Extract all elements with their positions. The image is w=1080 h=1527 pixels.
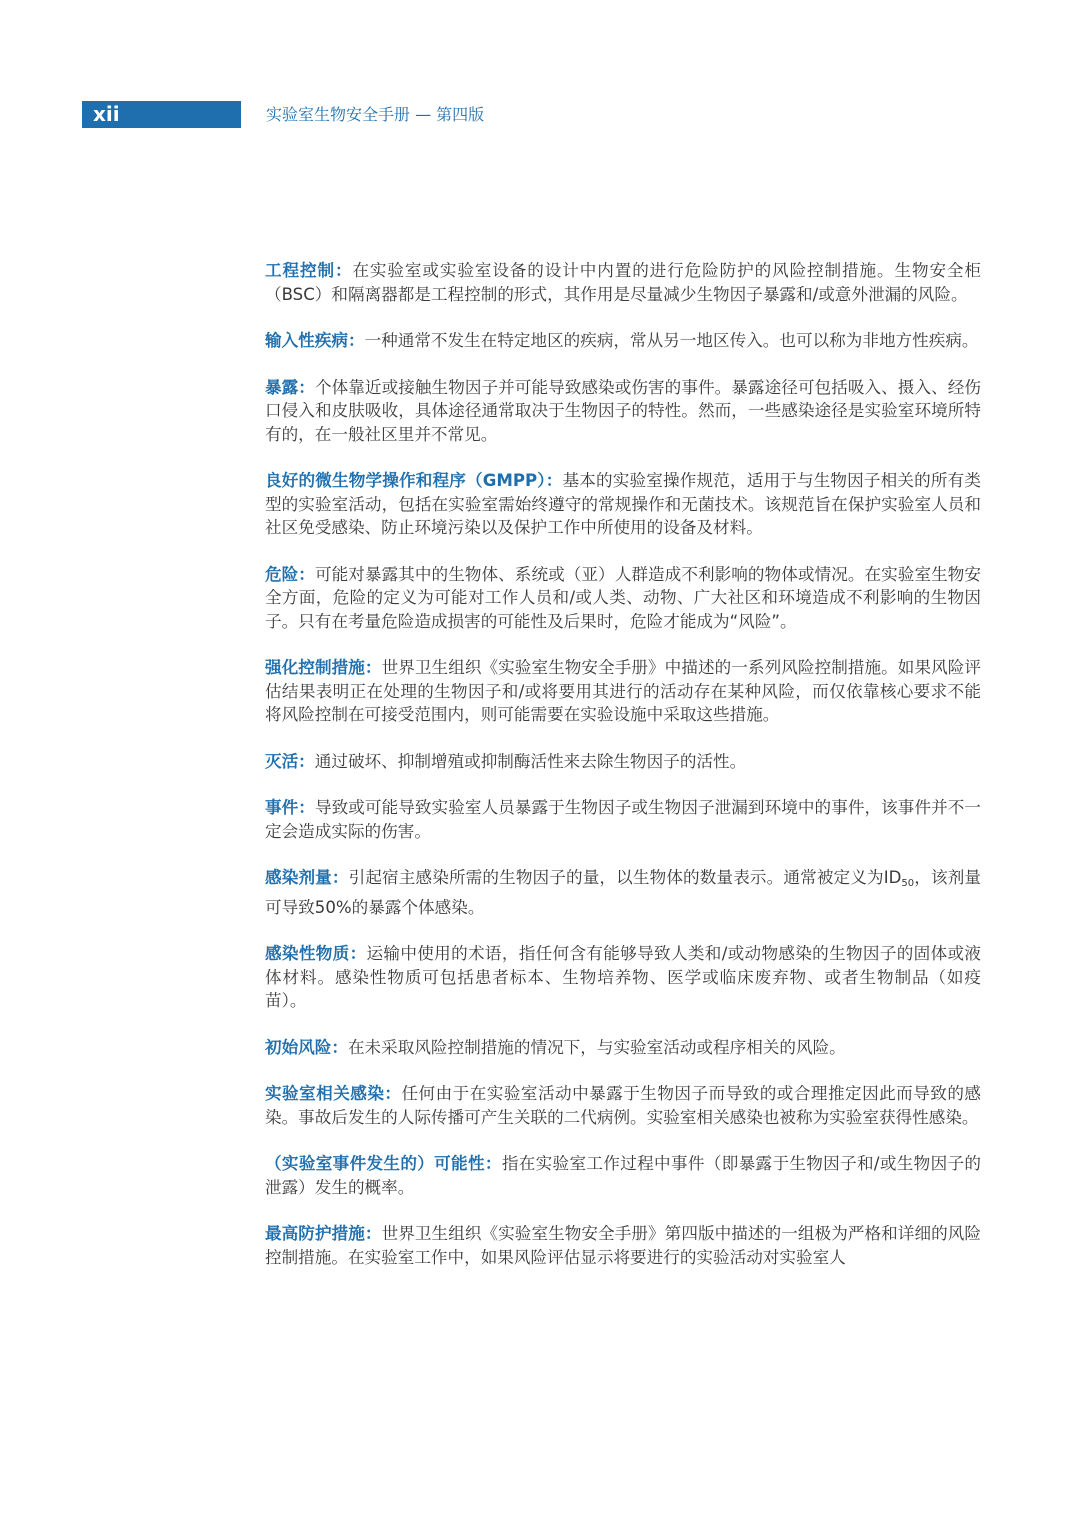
glossary-definition: 通过破坏、抑制增殖或抑制酶活性来去除生物因子的活性。 [314, 751, 747, 771]
running-title: 实验室生物安全手册 — 第四版 [266, 105, 485, 124]
glossary-entry-imported-disease [265, 329, 981, 353]
glossary-entry-inactivation [265, 750, 981, 774]
glossary-definition: 任何由于在实验室活动中暴露于生物因子而导致的或合理推定因此而导致的感染。事故后发生的人际传播可产生关联的二代病例。实验室相关感染也被称为实验室获得性感染。 [265, 1084, 982, 1127]
glossary-entry-exposure [265, 376, 981, 447]
glossary-entry-gmpp [265, 469, 981, 540]
glossary-definition: 世界卫生组织《实验室生物安全手册》第四版中描述的一组极为严格和详细的风险控制措施。在实验室工作中，如果风险评估显示将要进行的实验活动对实验室人 [265, 1224, 982, 1267]
glossary-content [265, 259, 981, 1292]
glossary-entry-infectious-dose [265, 866, 981, 919]
glossary-definition: 运输中使用的术语，指任何含有能够导致人类和/或动物感染的生物因子的固体或液体材料。感染性物质可包括患者标本、生物培养物、医学或临床废弃物、或者生物制品（如疫苗）。 [265, 944, 982, 1010]
glossary-definition: 基本的实验室操作规范，适用于与生物因子相关的所有类型的实验室活动，包括在实验室需始终遵守的常规操作和无菌技术。该规范旨在保护实验室人员和社区免受感染、防止环境污染以及保护工作中所使用的设备及材料。 [265, 471, 981, 537]
glossary-entry-likelihood [265, 1152, 981, 1199]
glossary-term: 事件： [265, 798, 315, 817]
glossary-entry-laboratory-acquired-infection [265, 1082, 981, 1129]
glossary-definition: 个体靠近或接触生物因子并可能导致感染或伤害的事件。暴露途径可包括吸入、摄入、经伤口侵入和皮肤吸收，具体途径通常取决于生物因子的特性。然而，一些感染途径是实验室环境所特有的，在一般社区里并不常见。 [265, 377, 982, 444]
glossary-definition: 引起宿主感染所需的生物因子的量，以生物体的数量表示。通常被定义为ID [348, 868, 902, 887]
glossary-entry-infectious-substances [265, 942, 981, 1013]
glossary-term: 感染性物质： [265, 944, 367, 963]
glossary-entry-incident [265, 796, 981, 843]
glossary-definition: 一种通常不发生在特定地区的疾病，常从另一地区传入。也可以称为非地方性疾病。 [364, 331, 979, 350]
glossary-term: 良好的微生物学操作和程序（GMPP）： [265, 471, 563, 490]
glossary-definition: 可能对暴露其中的生物体、系统或（亚）人群造成不利影响的物体或情况。在实验室生物安全方面，危险的定义为可能对工作人员和/或人类、动物、广大社区和环境造成不利影响的生物因子。只有在考量危险造成损害的可能性及后果时，危险才能成为“风险”。 [265, 564, 982, 631]
glossary-definition: 世界卫生组织《实验室生物安全手册》中描述的一系列风险控制措施。如果风险评估结果表明正在处理的生物因子和/或将要用其进行的活动存在某种风险，而仅依靠核心要求不能将风险控制在可接受范围内，则可能需要在实验设施中采取这些措施。 [265, 658, 982, 724]
glossary-term: 最高防护措施： [265, 1224, 382, 1243]
glossary-definition: 导致或可能导致实验室人员暴露于生物因子或生物因子泄漏到环境中的事件，该事件并不一定会造成实际的伤害。 [265, 798, 982, 841]
glossary-entry-hazard [265, 563, 981, 634]
glossary-term: 强化控制措施： [265, 658, 382, 677]
glossary-definition: 在未采取风险控制措施的情况下，与实验室活动或程序相关的风险。 [347, 1037, 846, 1057]
glossary-term: 实验室相关感染： [265, 1084, 402, 1103]
glossary-term: 灭活： [265, 751, 315, 771]
glossary-term: 初始风险： [265, 1037, 348, 1057]
glossary-term: 工程控制： [265, 261, 353, 280]
glossary-entry-heightened-control-measures [265, 656, 981, 727]
glossary-entry-maximum-containment-measures [265, 1222, 981, 1269]
glossary-term: 暴露： [265, 377, 315, 397]
glossary-definition: 在实验室或实验室设备的设计中内置的进行危险防护的风险控制措施。生物安全柜（BSC）和隔离器都是工程控制的形式，其作用是尽量减少生物因子暴露和/或意外泄漏的风险。 [265, 261, 982, 304]
glossary-definition-tail: ，该剂量可导致50%的暴露个体感染。 [265, 868, 982, 917]
glossary-term: 输入性疾病： [265, 331, 365, 350]
glossary-entry-engineering-controls [265, 259, 981, 306]
page-number-badge: xii [82, 101, 241, 128]
glossary-term: （实验室事件发生的）可能性： [265, 1154, 502, 1173]
glossary-term: 危险： [265, 564, 315, 584]
id50-subscript: 50 [901, 878, 915, 889]
glossary-entry-initial-risk [265, 1036, 981, 1060]
glossary-term: 感染剂量： [265, 868, 349, 887]
glossary-definition: 指在实验室工作过程中事件（即暴露于生物因子和/或生物因子的泄露）发生的概率。 [265, 1154, 982, 1197]
